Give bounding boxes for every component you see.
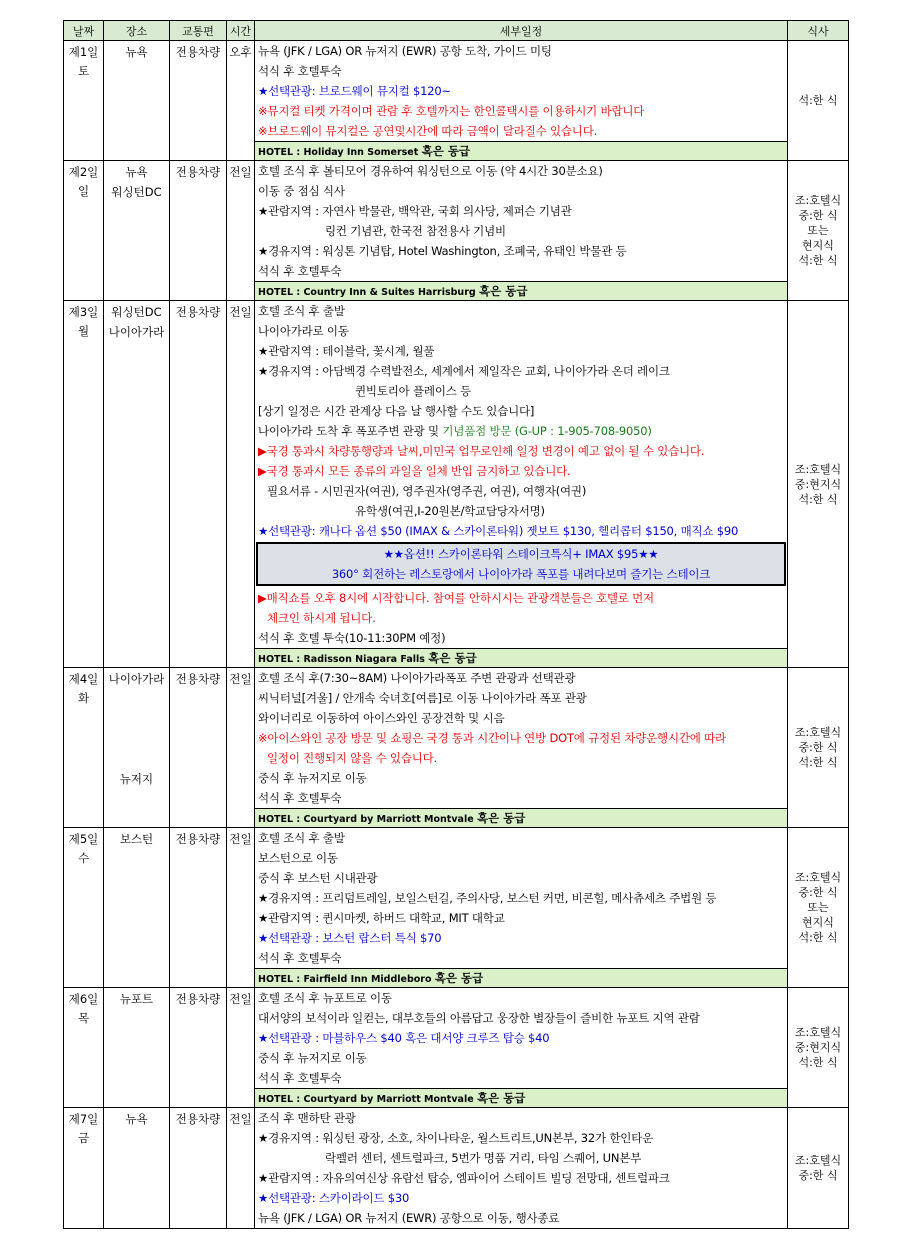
schedule-text: ▶매직쇼를 오후 8시에 시작합니다. 참여를 안하시시는 관광객분들은 호텔로 먼저: [258, 591, 654, 605]
schedule-text: 퀸빅토리아 플레이스 등: [355, 384, 471, 398]
schedule-text: ※브로드웨이 뮤지컬은 공연및시간에 따라 금액이 달라질수 있습니다.: [258, 124, 598, 138]
day-cell: [64, 988, 104, 1108]
schedule-text: 석식 후 호텔투숙: [258, 951, 342, 965]
header-transport: 교통편: [170, 21, 227, 41]
meal-item: 석:한 식: [798, 1056, 838, 1069]
hotel-suffix: 혹은 동급: [421, 144, 471, 158]
schedule-line: [255, 888, 787, 908]
schedule-line: [255, 1048, 787, 1068]
place-cell: [104, 1108, 170, 1229]
meal-cell: [788, 828, 849, 988]
schedule-line: [255, 928, 787, 948]
place-name: 나이아가라: [108, 325, 165, 339]
day-weekday: 수: [77, 851, 90, 865]
schedule-text: 나이아가라 도착 후 폭포주변 관광 및: [258, 424, 443, 438]
schedule-line: [255, 988, 787, 1008]
day-row: [64, 828, 849, 988]
schedule-text: ★관람지역 : 자유의여신상 유람선 탑승, 엠파이어 스테이트 빌딩 전망대, 센트럴파크: [258, 1171, 670, 1185]
hotel-suffix: 혹은 동급: [476, 1091, 526, 1105]
schedule-line: [255, 501, 787, 521]
transport-cell: 전용차량: [170, 1108, 227, 1229]
schedule-text: 와이너리로 이동하여 아이스와인 공장견학 및 시음: [258, 711, 505, 725]
schedule-text: 석식 후 호텔 투숙(10-11:30PM 예정): [258, 631, 446, 645]
schedule-line: [255, 748, 787, 768]
day-weekday: 화: [77, 691, 90, 705]
place-cell: [104, 41, 170, 161]
schedule-text: 석식 후 호텔투숙: [258, 1071, 342, 1085]
header-place: 장소: [104, 21, 170, 41]
day-weekday: 목: [77, 1011, 90, 1025]
schedule-line: [255, 481, 787, 501]
schedule-text: ※아이스와인 공장 방문 및 쇼핑은 국경 통과 시간이나 연방 DOT에 규정된 차량운행시간에 따라: [258, 731, 726, 745]
schedule-line: [255, 948, 787, 968]
meal-cell: [788, 668, 849, 828]
schedule-text: 뉴욕 (JFK / LGA) OR 뉴저지 (EWR) 공항 도착, 가이드 미팅: [258, 44, 552, 58]
transport-cell: 전용차량: [170, 301, 227, 668]
schedule-line: [255, 301, 787, 321]
schedule-text: 호텔 조식 후 출발: [258, 831, 345, 845]
schedule-text: [상기 일정은 시간 관계상 다음 날 행사할 수도 있습니다]: [258, 404, 535, 418]
meal-item: 조:호텔식: [794, 871, 842, 884]
schedule-text: ★관람지역 : 자연사 박물관, 백악관, 국회 의사당, 제퍼슨 기념관: [258, 204, 572, 218]
schedule-text: 필요서류 - 시민권자(여권), 영주권자(영주권, 여권), 여행자(여권): [267, 484, 587, 498]
day-number: 제4일: [68, 672, 99, 686]
hotel-line: [255, 968, 787, 987]
day-cell: [64, 668, 104, 828]
schedule-text: ★경유지역 : 프리덤트레일, 보일스턴길, 주의사당, 보스턴 커먼, 비콘힐, 메사츄세츠 주법원 등: [258, 891, 717, 905]
meal-item: 석:한 식: [798, 756, 838, 769]
day-cell: [64, 301, 104, 668]
time-cell: 오후: [227, 41, 255, 161]
hotel-suffix: 혹은 동급: [434, 971, 484, 985]
meal-item: 석:한 식: [798, 492, 838, 506]
transport-cell: 전용차량: [170, 828, 227, 988]
hotel-line: [255, 808, 787, 827]
itinerary-table: [63, 20, 849, 1229]
schedule-line: [255, 441, 787, 461]
schedule-text: ▶국경 통과시 차량통행량과 날씨,미민국 업무로인해 일정 변경이 예고 없이 될 수 있습니다.: [258, 444, 705, 458]
detail-cell: [255, 988, 788, 1108]
meal-item: 중:한 식: [798, 886, 838, 899]
place-name: 워싱턴DC: [111, 185, 162, 199]
schedule-line: [255, 1148, 787, 1168]
hotel-name: HOTEL : Courtyard by Marriott Montvale: [258, 814, 474, 825]
schedule-line: [255, 41, 787, 61]
schedule-text: 씨닉터널[겨울] / 안개속 숙녀호[여름]로 이동 나이아가라 폭포 관광: [258, 691, 587, 705]
schedule-text: 호텔 조식 후 뉴포트로 이동: [258, 991, 392, 1005]
detail-cell: [255, 41, 788, 161]
schedule-line: [255, 101, 787, 121]
hotel-line: [255, 141, 787, 160]
transport-cell: 전용차량: [170, 988, 227, 1108]
schedule-text: ★관람지역 : 퀸시마켓, 하버드 대학교, MIT 대학교: [258, 911, 505, 925]
schedule-line: [255, 421, 787, 441]
schedule-line: [255, 868, 787, 888]
schedule-text: 체크인 하시게 됩니다.: [267, 611, 376, 625]
schedule-line: [255, 361, 787, 381]
itinerary-page: [63, 20, 848, 1229]
meal-item: 조:호텔식: [794, 462, 842, 476]
schedule-text: ★선택관광: 캐나다 옵션 $50 (IMAX & 스카이론타워) 젯보트 $130, 헬리콥터 $150, 매직쇼 $90: [258, 524, 739, 538]
day-cell: [64, 828, 104, 988]
meal-cell: [788, 41, 849, 161]
meal-cell: [788, 161, 849, 301]
schedule-text: ★선택관광 : 마블하우스 $40 혹은 대서양 크루즈 탑승 $40: [258, 1031, 550, 1045]
schedule-line: [255, 321, 787, 341]
day-row: [64, 668, 849, 828]
schedule-line: [255, 608, 787, 628]
place-name: 뉴저지: [119, 772, 154, 786]
place-name: 뉴포트: [119, 992, 154, 1006]
day-cell: [64, 41, 104, 161]
day-row: [64, 41, 849, 161]
schedule-text: 뉴욕 (JFK / LGA) OR 뉴저지 (EWR) 공항으로 이동, 행사종료: [258, 1211, 560, 1225]
schedule-text: 나이아가라로 이동: [258, 324, 349, 338]
meal-item: 조:호텔식: [794, 194, 842, 207]
hotel-line: [255, 648, 787, 667]
day-number: 제5일: [68, 832, 99, 846]
schedule-text: ▶국경 통과시 모든 종류의 과일을 일체 반입 금지하고 있습니다.: [258, 464, 571, 478]
schedule-line: [255, 1068, 787, 1088]
header-time: 시간: [227, 21, 255, 41]
schedule-line: [255, 768, 787, 788]
day-number: 제6일: [68, 992, 99, 1006]
schedule-line: [255, 728, 787, 748]
schedule-line: [255, 688, 787, 708]
place-name: 나이아가라: [108, 672, 165, 686]
schedule-line: [255, 521, 787, 541]
schedule-text: 링컨 기념관, 한국전 참전용사 기념비: [325, 224, 506, 238]
schedule-text: ★경유지역 : 워싱턴 광장, 소호, 차이나타운, 월스트리트,UN본부, 32가 한인타운: [258, 1131, 654, 1145]
time-cell: 전일: [227, 668, 255, 828]
hotel-line: [255, 281, 787, 300]
place-cell: [104, 828, 170, 988]
schedule-line: [255, 261, 787, 281]
schedule-text: 석식 후 호텔투숙: [258, 264, 342, 278]
place-name: 보스턴: [119, 832, 154, 846]
schedule-text: ★선택관광: 브로드웨이 뮤지컬 $120~: [258, 84, 451, 98]
meal-item: 중:현지식: [794, 1041, 842, 1054]
detail-cell: [255, 668, 788, 828]
day-weekday: 월: [77, 324, 90, 338]
meal-item: 조:호텔식: [794, 1026, 842, 1039]
day-number: 제3일: [68, 305, 99, 319]
meal-item: 석:한 식: [798, 254, 838, 267]
schedule-text: 호텔 조식 후(7:30~8AM) 나이아가라폭포 주변 관광과 선택관광: [258, 671, 576, 685]
place-name: 뉴욕: [125, 1112, 148, 1126]
schedule-line: [255, 828, 787, 848]
day-row: [64, 1108, 849, 1229]
hotel-name: HOTEL : Holiday Inn Somerset: [258, 147, 419, 158]
schedule-line: [255, 1208, 787, 1228]
place-cell: [104, 161, 170, 301]
option-highlight-box: [256, 542, 786, 586]
meal-item: 조:호텔식: [794, 726, 842, 739]
schedule-line: [255, 401, 787, 421]
hotel-suffix: 혹은 동급: [476, 811, 526, 825]
schedule-line: [255, 161, 787, 181]
detail-cell: [255, 301, 788, 668]
day-weekday: 일: [77, 184, 90, 198]
meal-item: 중:한 식: [798, 1169, 838, 1182]
meal-item: 석:한 식: [798, 94, 838, 107]
schedule-text: ★선택관광: 스카이라이드 $30: [258, 1191, 410, 1205]
schedule-text: ※뮤지컬 티켓 가격이며 관람 후 호텔까지는 한인콜택시를 이용하시기 바랍니다: [258, 104, 645, 118]
day-number: 제7일: [68, 1112, 99, 1126]
meal-item: 중:한 식: [798, 209, 838, 222]
header-detail: 세부일정: [255, 21, 788, 41]
place-name: 뉴욕: [125, 45, 148, 59]
hotel-name: HOTEL : Courtyard by Marriott Montvale: [258, 1094, 474, 1105]
detail-cell: [255, 1108, 788, 1229]
schedule-line: [255, 628, 787, 648]
schedule-text: 보스턴으로 이동: [258, 851, 338, 865]
time-cell: 전일: [227, 828, 255, 988]
schedule-line: [255, 588, 787, 608]
schedule-line: [255, 848, 787, 868]
hotel-line: [255, 1088, 787, 1107]
day-cell: [64, 1108, 104, 1229]
schedule-line: [255, 341, 787, 361]
option-highlight-line: ★★옵션!! 스카이론타워 스테이크특식+ IMAX $95★★: [383, 547, 659, 561]
place-cell: [104, 668, 170, 828]
meal-item: 중:한 식: [798, 741, 838, 754]
place-cell: [104, 988, 170, 1108]
schedule-text: 중식 후 뉴저지로 이동: [258, 1051, 367, 1065]
schedule-line: [255, 121, 787, 141]
schedule-text: 중식 후 뉴저지로 이동: [258, 771, 367, 785]
day-row: [64, 301, 849, 668]
schedule-line: [255, 461, 787, 481]
meal-cell: [788, 1108, 849, 1229]
schedule-text: 조식 후 맨하탄 관광: [258, 1111, 356, 1125]
day-number: 제2일: [68, 165, 99, 179]
meal-item: 중:현지식: [794, 477, 842, 491]
schedule-line: [255, 221, 787, 241]
schedule-line: [255, 1188, 787, 1208]
day-number: 제1일: [68, 45, 99, 59]
place-name: 뉴욕: [125, 165, 148, 179]
hotel-suffix: 혹은 동급: [479, 284, 528, 298]
meal-item: 현지식: [802, 916, 834, 929]
schedule-line: [255, 1128, 787, 1148]
schedule-text: 석식 후 호텔투숙: [258, 791, 342, 805]
detail-cell: [255, 161, 788, 301]
schedule-line: [255, 1168, 787, 1188]
schedule-line: [255, 908, 787, 928]
schedule-text: 중식 후 보스턴 시내관광: [258, 871, 378, 885]
schedule-line: [255, 668, 787, 688]
schedule-text: 일정이 진행되지 않을 수 있습니다.: [267, 751, 438, 765]
schedule-text: ★경유지역 : 아담벡경 수력발전소, 세계에서 제일작은 교회, 나이아가라 온더 레이크: [258, 364, 670, 378]
hotel-name: HOTEL : Radisson Niagara Falls: [258, 654, 425, 665]
schedule-line: [255, 708, 787, 728]
meal-item: 또는: [807, 901, 829, 914]
day-weekday: 금: [77, 1131, 90, 1145]
schedule-extra: 기념품점 방문 (G-UP : 1-905-708-9050): [442, 424, 652, 438]
time-cell: 전일: [227, 988, 255, 1108]
schedule-text: 락펠러 센터, 센트럴파크, 5번가 명품 거리, 타임 스퀘어, UN본부: [325, 1151, 642, 1165]
meal-item: 또는: [807, 224, 829, 237]
header-row: [64, 21, 849, 41]
header-day: 날짜: [64, 21, 104, 41]
detail-cell: [255, 828, 788, 988]
schedule-line: [255, 381, 787, 401]
transport-cell: 전용차량: [170, 668, 227, 828]
schedule-text: 호텔 조식 후 출발: [258, 304, 345, 318]
meal-cell: [788, 988, 849, 1108]
schedule-line: [255, 241, 787, 261]
transport-cell: 전용차량: [170, 161, 227, 301]
hotel-suffix: 혹은 동급: [428, 651, 477, 665]
schedule-text: ★관람지역 : 테이블락, 꽃시계, 월풀: [258, 344, 435, 358]
schedule-line: [255, 201, 787, 221]
time-cell: 전일: [227, 301, 255, 668]
day-cell: [64, 161, 104, 301]
time-cell: 전일: [227, 1108, 255, 1229]
meal-cell: [788, 301, 849, 668]
hotel-name: HOTEL : Country Inn & Suites Harrisburg: [258, 287, 476, 298]
schedule-text: 석식 후 호텔투숙: [258, 64, 342, 78]
schedule-line: [255, 61, 787, 81]
day-weekday: 토: [77, 64, 90, 78]
schedule-text: 대서양의 보석이라 일컫는, 대부호들의 아름답고 웅장한 별장들이 즐비한 뉴포트 지역 관람: [258, 1011, 700, 1025]
schedule-text: ★선택관광 : 보스턴 랍스터 특식 $70: [258, 931, 442, 945]
meal-item: 조:호텔식: [794, 1154, 842, 1167]
schedule-line: [255, 1008, 787, 1028]
schedule-line: [255, 788, 787, 808]
schedule-line: [255, 1028, 787, 1048]
meal-item: 석:한 식: [798, 931, 838, 944]
day-row: [64, 988, 849, 1108]
schedule-text: 이동 중 점심 식사: [258, 184, 345, 198]
schedule-text: 유학생(여권,I-20원본/학교담당자서명): [355, 504, 545, 518]
place-cell: [104, 301, 170, 668]
header-meal: 식사: [788, 21, 849, 41]
time-cell: 전일: [227, 161, 255, 301]
hotel-name: HOTEL : Fairfield Inn Middleboro: [258, 974, 432, 985]
schedule-line: [255, 1108, 787, 1128]
transport-cell: 전용차량: [170, 41, 227, 161]
option-highlight-line: 360° 회전하는 레스토랑에서 나이아가라 폭포를 내려다보며 즐기는 스테이크: [331, 567, 711, 581]
place-name: 워싱턴DC: [111, 305, 162, 319]
schedule-text: ★경유지역 : 워싱톤 기념탑, Hotel Washington, 조폐국, 유태인 박물관 등: [258, 244, 627, 258]
schedule-line: [255, 81, 787, 101]
meal-item: 현지식: [802, 239, 834, 252]
schedule-line: [255, 181, 787, 201]
day-row: [64, 161, 849, 301]
schedule-text: 호텔 조식 후 볼티모어 경유하여 워싱턴으로 이동 (약 4시간 30분소요): [258, 164, 603, 178]
